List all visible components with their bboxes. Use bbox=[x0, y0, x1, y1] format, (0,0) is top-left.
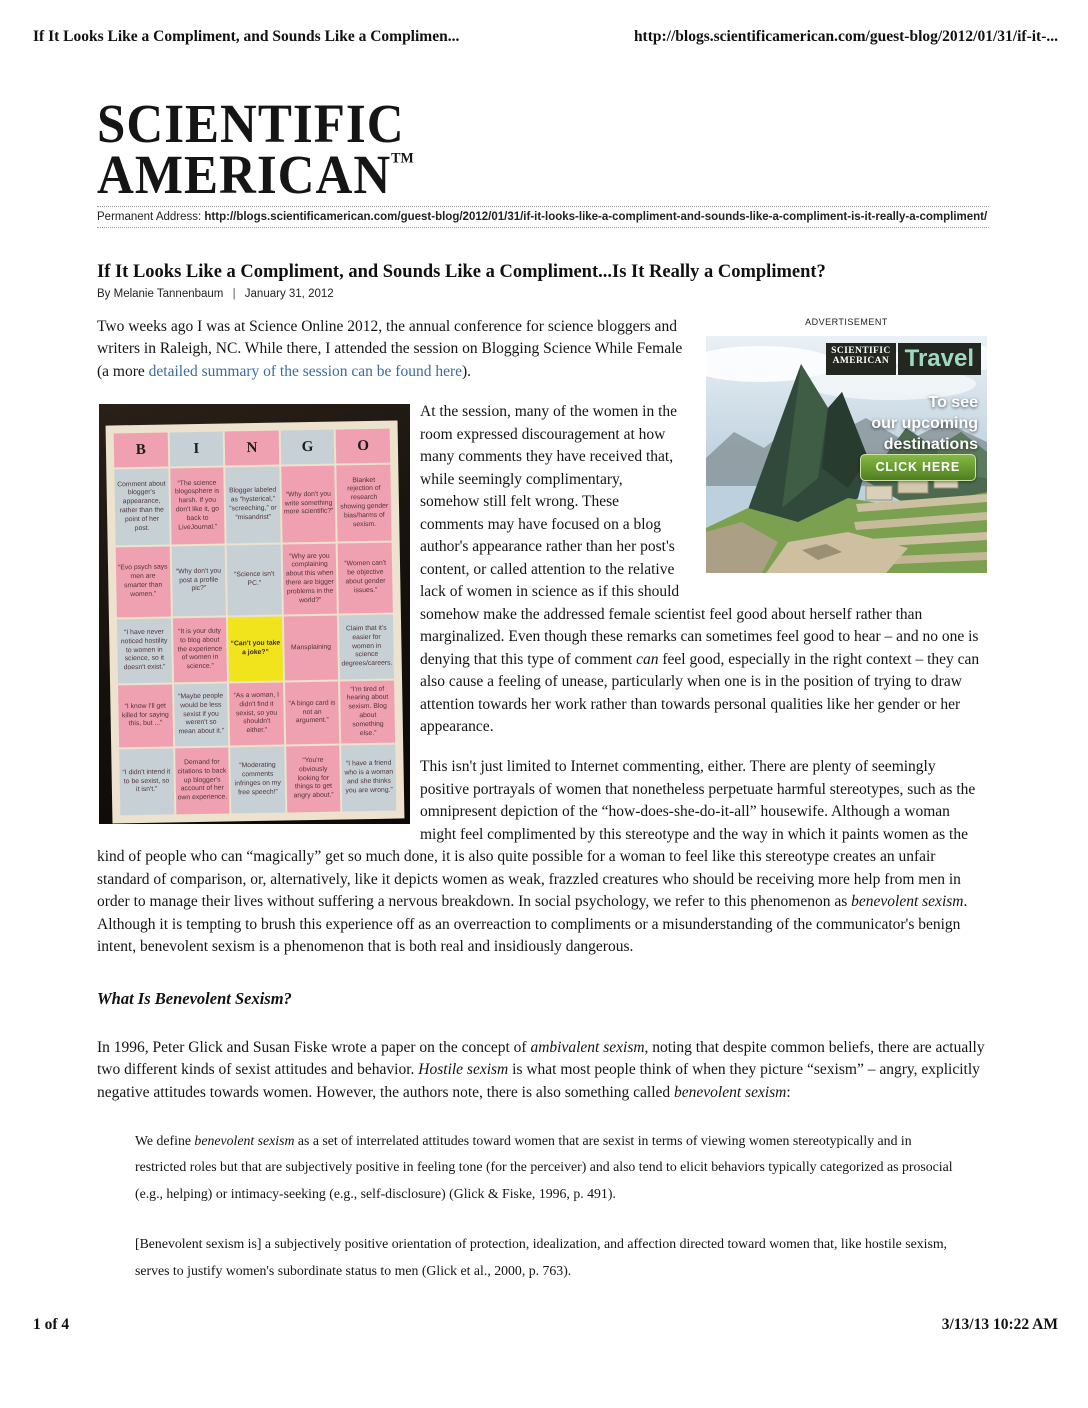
bingo-cell: “Why are you complaining about this when there are bigger problems in the world?” bbox=[282, 544, 337, 615]
bingo-cell: “Evo psych says men are smarter than women.” bbox=[115, 547, 170, 618]
bingo-cell: “Science isn't PC.” bbox=[226, 545, 281, 616]
footer-page-number: 1 of 4 bbox=[33, 1316, 70, 1333]
bingo-cell: “I have never noticed hostility to women in science, so it doesn't exist.” bbox=[116, 619, 171, 684]
bingo-header-cell: G bbox=[280, 430, 334, 465]
bingo-card-image bbox=[99, 404, 410, 824]
permanent-address-label: Permanent Address: bbox=[97, 211, 202, 223]
logo-line-2: AMERICAN™ bbox=[97, 145, 414, 206]
bingo-cell: “Maybe people would be less sexist if you weren't so mean about it.” bbox=[173, 684, 228, 747]
bingo-cell: “It is your duty to blog about the experience of women in science.” bbox=[172, 618, 227, 683]
bingo-cell: “I know I'll get killed for saying this, but ...” bbox=[118, 685, 173, 748]
bingo-free-space-cell: “Can't you take a joke?” bbox=[228, 617, 283, 682]
permanent-address bbox=[97, 206, 989, 228]
print-footer bbox=[33, 1316, 1058, 1334]
bingo-header-cell: N bbox=[224, 431, 278, 466]
bingo-cell: “As a woman, I didn't find it sexist, so you shouldn't either.” bbox=[229, 683, 284, 746]
permanent-address-url[interactable]: http://blogs.scientificamerican.com/guest-blog/2012/01/31/if-it-looks-like-a-compliment-and-sounds-like-a-compliment-is-it-really-a-compliment/ bbox=[204, 211, 988, 223]
paragraph-session: At the session, many of the women in the room expressed discouragement at how many comments they have received that, while seemingly complimentary, somehow still felt wrong. These comments may have focused on a blog author's appearance rather than her post's content, or called attention to the relative lack of women in science as if this should somehow make the addressed female scientist feel good about herself rather than marginalized. Even though these remarks can sometimes feel good to hear – and no one is denying that this type of comment can feel good, especially in the right context – they can also cause a feeling of unease, particularly when one is in the position of trying to draw attention towards her work rather than towards personal qualities like her gender or her appearance. bbox=[420, 403, 980, 735]
paragraph-stereotypes: This isn't just limited to Internet commenting, either. There are plenty of seemingly positive portrayals of women that nonetheless perpetuate harmful stereotypes, such as the omnipresent depiction of the “how-does-she-do-it-all” housewife. Although a woman might feel complimented by this stereotype and the way in which it paints women as the kind of people who can “magically” get so much done, it is also quite possible for a woman to feel like this stereotype creates an unfair standard of comparison, or, alternatively, like it depicts women as weak, frazzled creatures who should be receiving more help from men in order to manage their lives without suffering a nervous breakdown. In social psychology, we refer to this phenomenon as benevolent sexism. Although it is tempting to brush this experience off as an overreaction to compliments or a misunderstanding of the communicator's benign intent, benevolent sexism is a phenomenon that is both real and insidiously dangerous. bbox=[97, 758, 976, 956]
byline-date: January 31, 2012 bbox=[244, 288, 334, 300]
advertisement-label: ADVERTISEMENT bbox=[805, 317, 888, 327]
ad-brand-travel: Travel bbox=[898, 343, 981, 375]
bingo-header-cell: I bbox=[169, 432, 223, 467]
bingo-cell: “Why don't you post a profile pic?” bbox=[171, 546, 226, 617]
bingo-cell: “I didn't intend it to be sexist, so it isn't.” bbox=[119, 749, 174, 816]
bingo-cell: Demand for citations to back up blogger's account of her own experience. bbox=[174, 748, 229, 815]
section-heading: What Is Benevolent Sexism? bbox=[97, 988, 292, 1008]
session-summary-link[interactable]: detailed summary of the session can be found here bbox=[148, 362, 462, 380]
trademark-symbol: TM bbox=[391, 150, 414, 167]
paragraph-intro: Two weeks ago I was at Science Online 2012, the annual conference for science bloggers and writers in Raleigh, NC. While there, I attended the session on Blogging Science While Female (a more detailed summary of the session can be found here). bbox=[97, 318, 683, 380]
article bbox=[97, 252, 987, 1308]
bingo-card bbox=[105, 421, 404, 824]
bingo-cell: “I'm tired of hearing about sexism. Blog about something else.” bbox=[340, 681, 395, 744]
ad-tagline: To see our upcoming destinations bbox=[871, 394, 978, 453]
ad-brand bbox=[826, 343, 981, 375]
bingo-cell: Claim that it's easier for women in science degrees/careers. bbox=[339, 615, 394, 680]
bingo-cell: “A bingo card is not an argument.” bbox=[284, 682, 339, 745]
bingo-cell: “I have a friend who is a woman and she thinks you are wrong.” bbox=[341, 745, 396, 812]
print-header-url: http://blogs.scientificamerican.com/guest-blog/2012/01/31/if-it-... bbox=[633, 28, 1058, 45]
bingo-cell: “You're obviously looking for things to get angry about.” bbox=[285, 746, 340, 813]
bingo-header-cell: B bbox=[113, 433, 167, 468]
ad-click-here-button[interactable]: CLICK HERE bbox=[860, 454, 976, 481]
footer-timestamp: 3/13/13 10:22 AM bbox=[941, 1316, 1058, 1333]
bingo-grid bbox=[113, 429, 396, 816]
ad-image[interactable] bbox=[706, 336, 987, 573]
print-header-title: If It Looks Like a Compliment, and Sounds Like a Complimen... bbox=[33, 28, 460, 45]
bingo-cell: Blanket rejection of research showing gender bias/harms of sexism. bbox=[336, 465, 391, 542]
article-title: If It Looks Like a Compliment, and Sounds Like a Compliment...Is It Really a Compliment? bbox=[97, 262, 826, 282]
byline-author[interactable]: By Melanie Tannenbaum bbox=[97, 288, 224, 300]
paragraph-glick-fiske: In 1996, Peter Glick and Susan Fiske wrote a paper on the concept of ambivalent sexism, noting that despite common beliefs, there are actually two different kinds of sexist attitudes and behavior. Hostile sexism is what most people think of when they picture “sexism” – angry, explicitly negative attitudes towards women. However, the authors note, there is also something called benevolent sexism: bbox=[97, 1038, 985, 1101]
advertisement bbox=[706, 316, 987, 573]
bingo-cell: Blogger labeled as “hysterical,” “screeching,” or “misandrist” bbox=[225, 467, 280, 544]
bingo-cell: “Women can't be objective about gender issues.” bbox=[338, 543, 393, 614]
byline-separator: | bbox=[232, 288, 236, 300]
blockquote-definition-2: [Benevolent sexism is] a subjectively positive orientation of protection, idealization, and affection directed toward women that, like hostile sexism, serves to justify women's subordinate status to men (Glick et al., 2000, p. 763). bbox=[135, 1236, 948, 1278]
bingo-cell: “The science blogosphere is harsh. If you don't like it, go back to LiveJournal.” bbox=[169, 468, 224, 545]
bingo-header-cell: O bbox=[336, 429, 390, 464]
bingo-cell: “Why don't you write something more scientific?” bbox=[281, 466, 336, 543]
scientific-american-logo bbox=[97, 94, 414, 206]
print-header bbox=[33, 28, 1058, 46]
bingo-cell: Mansplaining bbox=[283, 616, 338, 681]
ad-brand-scientific-american: SCIENTIFIC AMERICAN bbox=[826, 343, 895, 375]
logo-line-1: SCIENTIFIC bbox=[97, 94, 405, 156]
article-body bbox=[97, 316, 987, 1284]
byline bbox=[97, 288, 987, 300]
blockquote-definition-1: We define benevolent sexism as a set of interrelated attitudes toward women that are sexist in terms of viewing women stereotypically and in restricted roles but that are subjectively positive in feeling tone (for the perceiver) and also tend to elicit behaviors typically categorized as prosocial (e.g., helping) or intimacy-seeking (e.g., self-disclosure) (Glick & Fiske, 1996, p. 491). bbox=[135, 1132, 953, 1201]
bingo-cell: “Moderating comments infringes on my free speech!” bbox=[230, 747, 285, 814]
bingo-cell: Comment about blogger's appearance, rather than the point of her post. bbox=[114, 469, 169, 546]
